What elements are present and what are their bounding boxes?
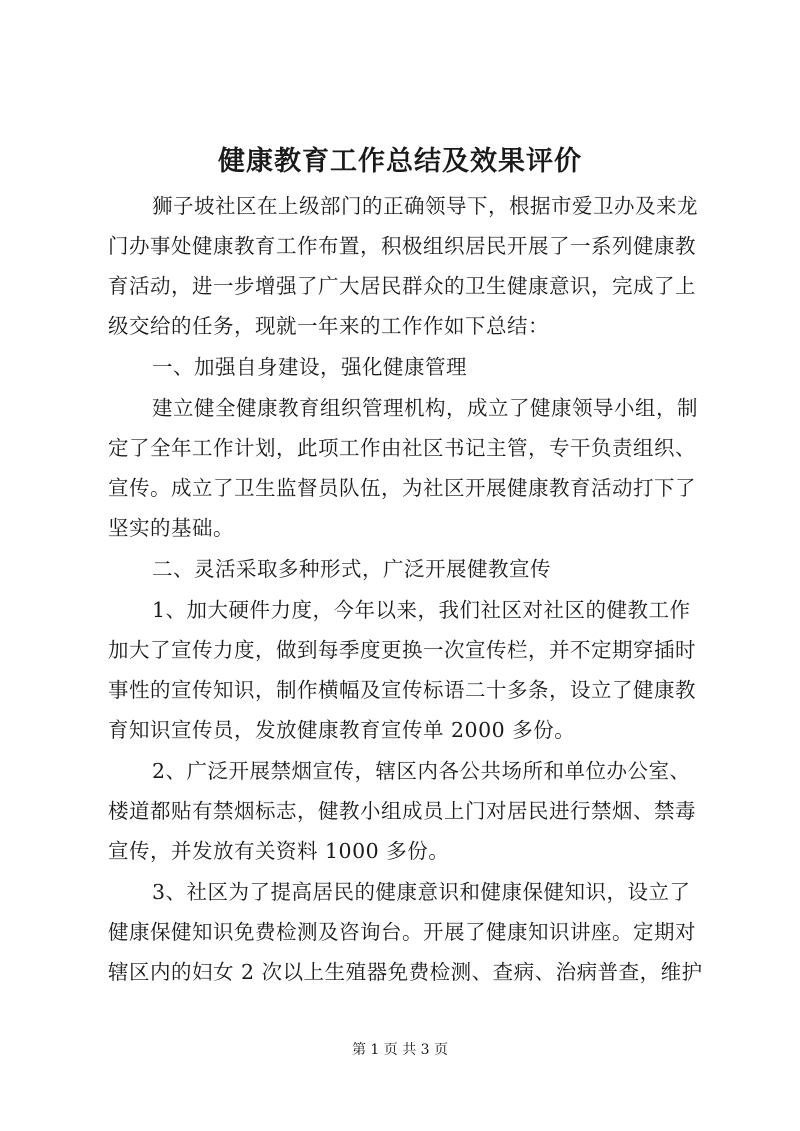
paragraph-line: 狮子坡社区在上级部门的正确领导下，根据市爱卫办及来龙: [152, 194, 698, 218]
document-title: 健康教育工作总结及效果评价: [218, 146, 582, 177]
paragraph-line: 定了全年工作计划，此项工作由社区书记主管，专干负责组织、: [108, 436, 696, 460]
paragraph-line: 建立健全健康教育组织管理机构，成立了健康领导小组，制: [152, 396, 698, 420]
paragraph-line: 加大了宣传力度，做到每季度更换一次宣传栏，并不定期穿插时: [108, 638, 696, 662]
paragraph-line: 健康保健知识免费检测及咨询台。开展了健康知识讲座。定期对: [108, 920, 696, 944]
paragraph-line: 宣传，并发放有关资料 1000 多份。: [108, 839, 450, 863]
paragraph-line: 事性的宣传知识，制作横幅及宣传标语二十多条，设立了健康教: [108, 678, 696, 702]
paragraph-line: 辖区内的妇女 2 次以上生殖器免费检测、查病、治病普查，维护: [108, 960, 703, 984]
paragraph-line: 宣传。成立了卫生监督员队伍，为社区开展健康教育活动打下了: [108, 476, 696, 500]
paragraph-line: 级交给的任务，现就一年来的工作作如下总结：: [108, 314, 549, 338]
paragraph-line: 门办事处健康教育工作布置，积极组织居民开展了一系列健康教: [108, 234, 696, 258]
paragraph-line: 坚实的基础。: [108, 516, 234, 540]
paragraph-line: 育知识宣传员，发放健康教育宣传单 2000 多份。: [108, 718, 576, 742]
page-number-footer: 第 1 页 共 3 页: [351, 1042, 449, 1058]
section-heading: 二、灵活采取多种形式，广泛开展健教宣传: [152, 557, 551, 581]
paragraph-line: 1、加大硬件力度，今年以来，我们社区对社区的健教工作: [152, 598, 691, 622]
paragraph-line: 楼道都贴有禁烟标志，健教小组成员上门对居民进行禁烟、禁毒: [108, 799, 696, 823]
section-heading: 一、加强自身建设，强化健康管理: [152, 355, 467, 379]
paragraph-line: 3、社区为了提高居民的健康意识和健康保健知识，设立了: [152, 880, 691, 904]
paragraph-line: 2、广泛开展禁烟宣传，辖区内各公共场所和单位办公室、: [152, 759, 691, 783]
paragraph-line: 育活动，进一步增强了广大居民群众的卫生健康意识，完成了上: [108, 274, 696, 298]
